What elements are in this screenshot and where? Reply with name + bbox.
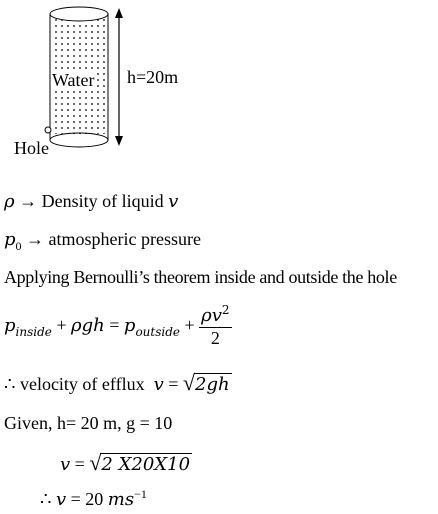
therefore-symbol-2: ∴ — [40, 489, 52, 509]
efflux-v: v — [153, 374, 164, 395]
tank-top-ellipse — [50, 7, 108, 21]
efflux-line — [4, 372, 232, 396]
bernoulli-line: Applying Bernoulli’s theorem inside and outside the hole — [4, 267, 397, 287]
water-label: Water — [52, 70, 95, 90]
given-line: Given, h= 20 m, g = 10 — [4, 413, 173, 433]
eq-plus-1: + — [56, 315, 67, 336]
final-v: v — [55, 489, 67, 510]
v-symbol: v — [168, 191, 179, 212]
sqrt-symbol-2: √ — [89, 450, 102, 475]
height-arrow-bottom — [115, 136, 123, 146]
density-text: Density of liquid — [41, 191, 164, 211]
eq-fraction — [199, 303, 231, 348]
efflux-text: velocity of efflux — [19, 374, 145, 394]
calc-radicand: 2 X20X10 — [101, 454, 191, 475]
rho-symbol: ρ — [4, 191, 15, 212]
p0-subscript: 0 — [15, 239, 22, 253]
arrow-1: → — [19, 191, 38, 211]
height-arrow-top — [115, 8, 123, 18]
final-exponent: −1 — [134, 487, 147, 501]
density-line — [4, 190, 178, 213]
final-unit: ms — [107, 489, 135, 510]
eq-equals: = — [109, 315, 120, 336]
eq-rhogh: ρgh — [71, 315, 105, 337]
atmospheric-text: atmospheric pressure — [48, 229, 201, 249]
calc-equals: = — [74, 454, 85, 474]
calc-line — [60, 452, 192, 476]
tank-bottom-front — [50, 140, 108, 147]
efflux-radicand: 2gh — [195, 374, 230, 395]
eq-plus-2: + — [184, 315, 195, 336]
therefore-symbol-1: ∴ — [4, 374, 16, 394]
hole-label: Hole — [14, 138, 49, 158]
arrow-2: → — [26, 229, 45, 249]
height-label: h=20m — [127, 67, 179, 87]
sqrt-symbol-1: √ — [182, 370, 195, 395]
tank-bottom-back — [50, 133, 108, 140]
final-equals: = 20 — [70, 489, 104, 509]
p0-symbol: p — [4, 229, 16, 250]
eq-p-inside: $p_{inside}$ — [4, 315, 52, 340]
calc-v: v — [60, 454, 71, 475]
final-line — [40, 488, 147, 512]
eq-denominator: 2 — [210, 328, 220, 348]
hole-marker — [45, 127, 51, 133]
bernoulli-equation — [4, 303, 232, 348]
eq-numerator: $\rho v^2$ — [201, 303, 230, 326]
eq-p-outside: $p_{outside}$ — [123, 315, 180, 340]
atmospheric-line — [4, 228, 201, 252]
efflux-equals: = — [168, 374, 179, 394]
